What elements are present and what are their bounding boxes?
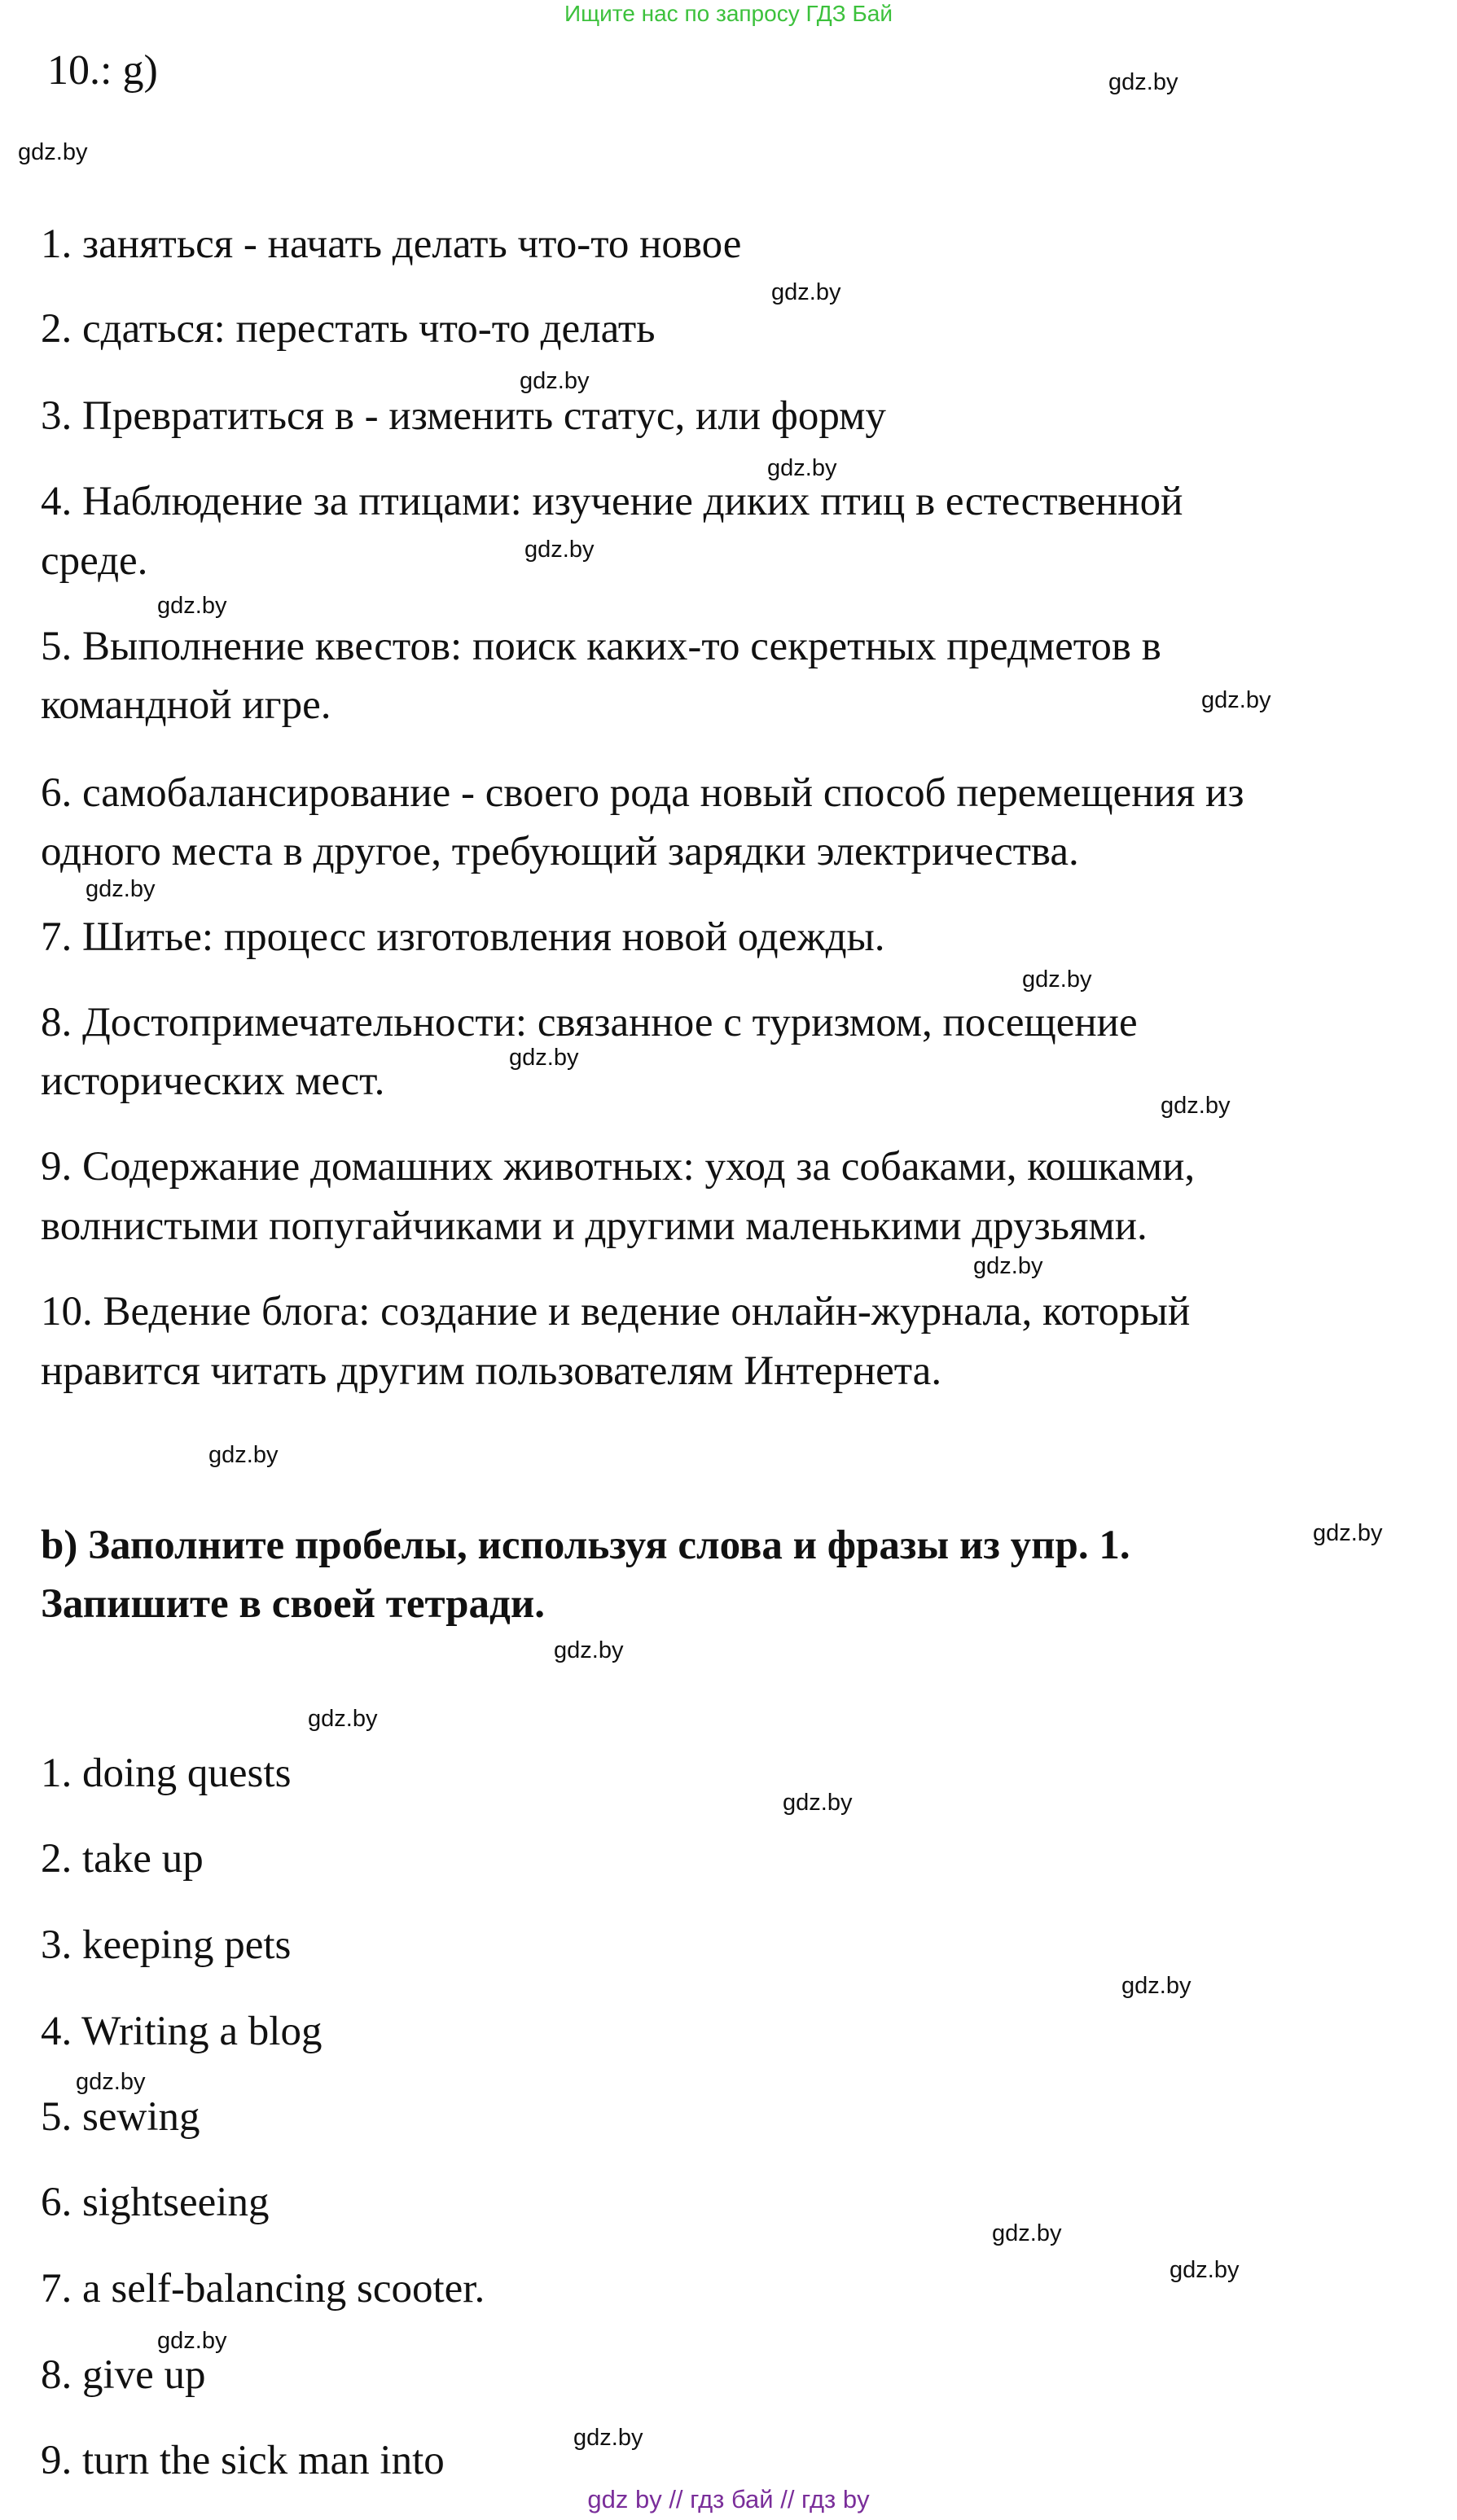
definition-line: исторических мест. [41, 1058, 385, 1104]
watermark: gdz.by [76, 2069, 146, 2095]
watermark: gdz.by [1170, 2257, 1240, 2283]
watermark: gdz.by [157, 593, 227, 619]
watermark: gdz.by [573, 2425, 643, 2451]
watermark: gdz.by [509, 1045, 579, 1071]
definition-line: 4. Наблюдение за птицами: изучение диких птиц в естественной [41, 479, 1183, 524]
answer-line: 1. doing quests [41, 1751, 292, 1796]
answer-line: 6. sightseeing [41, 2180, 270, 2225]
definition-line: волнистыми попугайчиками и другими маленькими друзьями. [41, 1203, 1148, 1249]
definition-line: одного места в другое, требующий зарядки электричества. [41, 829, 1079, 874]
watermark: gdz.by [18, 139, 88, 165]
watermark: gdz.by [208, 1442, 279, 1468]
definition-line: 7. Шитье: процесс изготовления новой одежды. [41, 914, 885, 960]
definition-line: нравится читать другим пользователям Интернета. [41, 1348, 942, 1394]
task-b-heading: b) Заполните пробелы, используя слова и фразы из упр. 1. [41, 1523, 1130, 1568]
watermark: gdz.by [520, 368, 590, 394]
watermark: gdz.by [1201, 687, 1271, 713]
definition-line: 2. сдаться: перестать что-то делать [41, 306, 656, 352]
watermark: gdz.by [157, 2328, 227, 2354]
answer-line: 3. keeping pets [41, 1922, 292, 1968]
watermark: gdz.by [1121, 1973, 1191, 1999]
task-b-heading: Запишите в своей тетради. [41, 1581, 545, 1627]
watermark: gdz.by [86, 876, 156, 902]
answer-line: 4. Writing a blog [41, 2009, 323, 2054]
watermark: gdz.by [1161, 1093, 1231, 1119]
watermark: gdz.by [767, 455, 837, 481]
answer-line: 5. sewing [41, 2094, 200, 2140]
watermark: gdz.by [771, 279, 841, 305]
definition-line: 5. Выполнение квестов: поиск каких-то секретных предметов в [41, 624, 1161, 669]
watermark: gdz.by [783, 1790, 853, 1816]
answer-line: 7. a self-balancing scooter. [41, 2266, 485, 2312]
watermark: gdz.by [1313, 1520, 1383, 1546]
answer-line: 8. give up [41, 2352, 206, 2398]
definition-line: 8. Достопримечательности: связанное с туризмом, посещение [41, 1000, 1138, 1045]
definition-line: 10. Ведение блога: создание и ведение онлайн-журнала, который [41, 1289, 1191, 1335]
top-banner[interactable]: Ищите нас по запросу ГДЗ Бай [564, 1, 893, 26]
watermark: gdz.by [524, 537, 595, 563]
watermark: gdz.by [1022, 966, 1092, 993]
footer-links[interactable]: gdz by // гдз бай // гдз by [587, 2485, 870, 2513]
exercise-heading: 10.: g) [47, 47, 158, 94]
definition-line: командной игре. [41, 682, 331, 728]
watermark: gdz.by [554, 1637, 624, 1663]
answer-line: 2. take up [41, 1836, 204, 1882]
definition-line: среде. [41, 538, 148, 584]
definition-line: 1. заняться - начать делать что-то новое [41, 221, 742, 267]
definition-line: 6. самобалансирование - своего рода новый способ перемещения из [41, 770, 1244, 816]
definition-line: 3. Превратиться в - изменить статус, или форму [41, 393, 886, 439]
watermark: gdz.by [992, 2220, 1062, 2246]
answer-line: 9. turn the sick man into [41, 2438, 445, 2483]
watermark: gdz.by [308, 1706, 378, 1732]
definition-line: 9. Содержание домашних животных: уход за собаками, кошками, [41, 1144, 1196, 1190]
watermark: gdz.by [973, 1253, 1043, 1279]
watermark: gdz.by [1108, 69, 1178, 95]
